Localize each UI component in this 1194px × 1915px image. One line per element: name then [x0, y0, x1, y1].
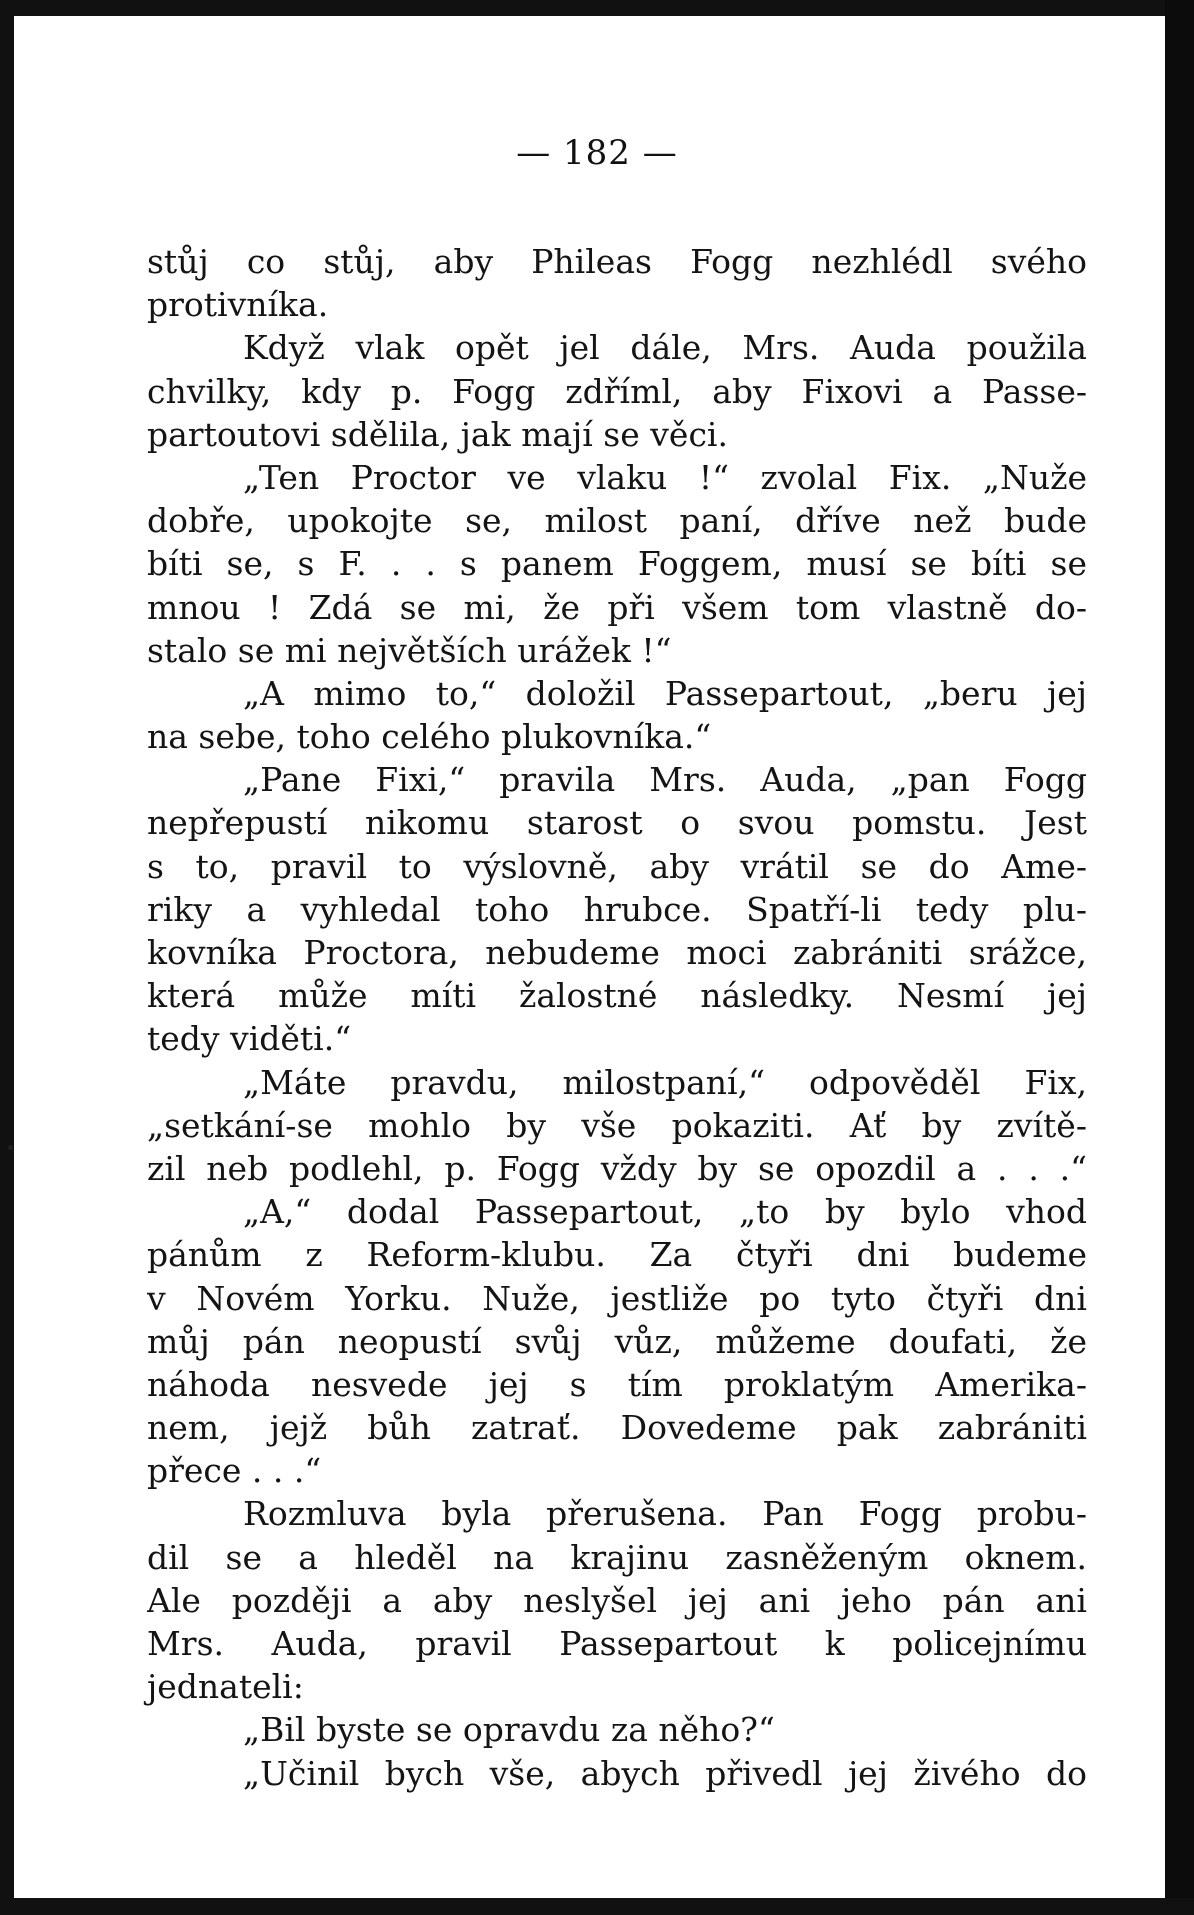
- text-line: „A,“ dodal Passepartout, „to by bylo vhod: [243, 1192, 1087, 1232]
- text-line: v Novém Yorku. Nuže, jestliže po tyto čtyři dni: [147, 1278, 1087, 1318]
- text-line: „Máte pravdu, milostpaní,“ odpověděl Fix,: [243, 1062, 1087, 1102]
- text-line: dil se a hleděl na krajinu zasněženým oknem.: [147, 1537, 1087, 1577]
- text-line: dobře, upokojte se, milost paní, dříve než bude: [147, 501, 1087, 541]
- text-line: chvilky, kdy p. Fogg zdříml, aby Fixovi a Passe-: [147, 371, 1087, 411]
- text-line: na sebe, toho celého plukovníka.“: [147, 717, 712, 757]
- text-line: Ale později a aby neslyšel jej ani jeho pán ani: [147, 1580, 1087, 1620]
- text-line: „Ten Proctor ve vlaku !“ zvolal Fix. „Nuže: [243, 457, 1087, 497]
- text-line: přece . . .“: [147, 1451, 322, 1491]
- text-line: nepřepustí nikomu starost o svou pomstu. Jest: [147, 803, 1087, 843]
- text-line: protivníka.: [147, 285, 329, 325]
- scan-border-left: [0, 0, 14, 1915]
- scan-border-bottom: [0, 1898, 1194, 1915]
- text-line: jednateli:: [147, 1667, 304, 1707]
- text-line: nem, jejž bůh zatrať. Dovedeme pak zabrániti: [147, 1408, 1087, 1448]
- text-line: Rozmluva byla přerušena. Pan Fogg probu-: [243, 1494, 1087, 1534]
- page-number: — 182 —: [516, 133, 678, 173]
- text-line: tedy viděti.“: [147, 1019, 352, 1059]
- text-line: s to, pravil to výslovně, aby vrátil se do Ame-: [147, 846, 1087, 886]
- text-line: „A mimo to,“ doložil Passepartout, „beru jej: [243, 673, 1087, 713]
- scan-speck: [8, 1145, 13, 1150]
- text-line: „Pane Fixi,“ pravila Mrs. Auda, „pan Fogg: [243, 760, 1087, 800]
- text-line: „setkání-se mohlo by vše pokaziti. Ať by zvítě-: [147, 1105, 1087, 1145]
- text-line: můj pán neopustí svůj vůz, můžeme doufati, že: [147, 1321, 1087, 1361]
- text-line: stůj co stůj, aby Phileas Fogg nezhlédl svého: [147, 242, 1087, 281]
- text-line: partoutovi sdělila, jak mají se věci.: [147, 414, 728, 454]
- text-line: kovníka Proctora, nebudeme moci zabrániti srážce,: [147, 933, 1087, 972]
- text-line: riky a vyhledal toho hrubce. Spatří-li tedy plu-: [147, 889, 1087, 929]
- text-line: která může míti žalostné následky. Nesmí jej: [147, 976, 1087, 1016]
- text-line: mnou ! Zdá se mi, že při všem tom vlastně do-: [147, 587, 1087, 627]
- text-line: zil neb podlehl, p. Fogg vždy by se opozdil a . . .“: [147, 1148, 1087, 1188]
- text-line: pánům z Reform-klubu. Za čtyři dni budeme: [147, 1235, 1087, 1275]
- body-text: [147, 240, 1087, 1795]
- text-line: stalo se mi největších urážek !“: [147, 630, 672, 670]
- text-line: Mrs. Auda, pravil Passepartout k policejnímu: [147, 1624, 1087, 1663]
- text-line: Když vlak opět jel dále, Mrs. Auda použila: [243, 328, 1087, 368]
- text-line: náhoda nesvede jej s tím proklatým Amerika-: [147, 1364, 1087, 1404]
- text-line: „Učinil bych vše, abych přivedl jej živého do: [243, 1753, 1087, 1793]
- text-line: „Bil byste se opravdu za něho?“: [243, 1710, 775, 1750]
- scan-border-top: [0, 0, 1194, 16]
- scan-border-right: [1165, 0, 1194, 1915]
- text-line: bíti se, s F. . . s panem Foggem, musí se bíti se: [147, 544, 1087, 584]
